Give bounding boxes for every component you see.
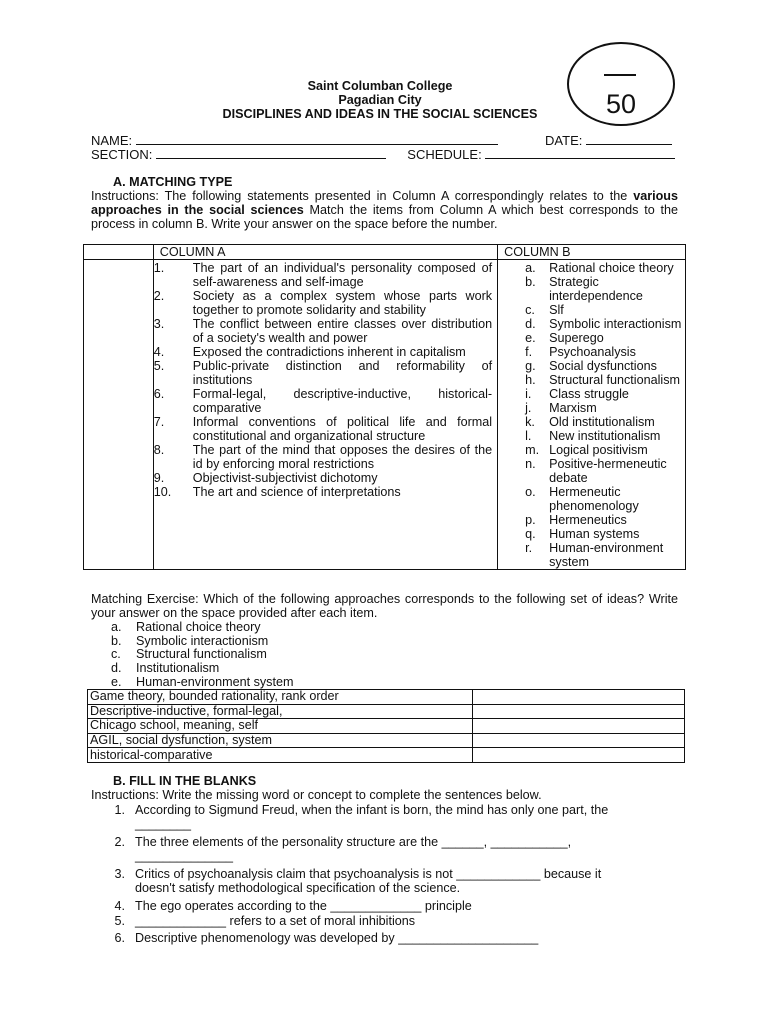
item-number: 1. [153,261,165,275]
table-row [88,704,685,719]
item-letter: c. [525,303,535,317]
item-text: Class struggle [549,387,629,401]
option-letter: d. [111,661,122,676]
item-number: 9. [153,471,165,485]
column-b-item [498,485,685,513]
item-number: 4. [114,899,125,913]
option-letter: a. [111,620,122,634]
fill-blank-item [111,914,671,929]
ideas-cell: Chicago school, meaning, self [88,719,473,734]
item-number: 10. [153,485,172,499]
item-number: 5. [153,359,165,373]
date-label: DATE: [545,133,583,148]
item-text: Structural functionalism [549,373,680,387]
column-b-cell [498,260,686,570]
item-number: 1. [114,803,125,817]
schedule-label: SCHEDULE: [407,147,482,162]
approach-options [111,620,293,688]
item-letter: l. [525,429,532,443]
item-number: 4. [153,345,165,359]
column-a-item [154,471,497,485]
item-letter: g. [525,359,536,373]
item-text [135,914,675,928]
item-text: Public-private distinction and reformability of institutions [192,359,493,387]
ideas-cell: AGIL, social dysfunction, system [88,733,473,748]
name-label: NAME: [91,133,133,148]
column-b-list [498,261,685,569]
item-line-1: _____________ refers to a set of moral inhibitions [135,914,416,928]
column-a-header: COLUMN A [153,245,497,260]
schedule-field[interactable] [485,148,675,159]
column-b-header: COLUMN B [498,245,686,260]
item-text: Slf [549,303,564,317]
column-b-item [498,401,685,415]
column-a-item [154,317,497,345]
item-text: Social dysfunctions [549,359,657,373]
fill-blank-item [111,803,671,833]
fill-blank-item [111,867,671,897]
item-letter: d. [525,317,536,331]
item-number: 8. [153,443,165,457]
item-text: Superego [549,331,604,345]
column-b-item [498,527,685,541]
section-field[interactable] [156,148,386,159]
item-letter: j. [525,401,532,415]
column-b-item [498,429,685,443]
name-field[interactable] [136,134,498,145]
item-number: 2. [114,835,125,849]
item-text: Old institutionalism [549,415,655,429]
column-b-item [498,387,685,401]
item-text: The part of an individual's personality composed of self-awareness and self-image [192,261,493,289]
ideas-cell: Descriptive-inductive, formal-legal, [88,704,473,719]
ideas-cell: historical-comparative [88,748,473,763]
item-line-2: ______________ [135,849,234,863]
column-b-item [498,415,685,429]
item-letter: f. [525,345,533,359]
item-text: Strategic interdependence [549,275,643,303]
item-letter: k. [525,415,535,429]
item-letter: o. [525,485,536,499]
item-number: 7. [153,415,165,429]
column-a-item [154,289,497,317]
score-total: 50 [605,89,637,119]
item-letter: b. [525,275,536,289]
item-text: Logical positivism [549,443,648,457]
item-letter: r. [525,541,533,555]
table-row [88,690,685,705]
item-line-1: Critics of psychoanalysis claim that psychoanalysis is not ____________ because it [135,867,602,881]
date-field[interactable] [586,134,672,145]
column-b-item [498,303,685,317]
item-text: Hermeneutic phenomenology [549,485,639,513]
item-line-1: Descriptive phenomenology was developed by ____________________ [135,931,539,945]
column-a-item [154,345,497,359]
item-text: Symbolic interactionism [549,317,682,331]
table-row [88,733,685,748]
item-text: Society as a complex system whose parts work together to promote solidarity and stability [192,289,493,317]
part-b-instructions: Instructions: Write the missing word or concept to complete the sentences below. [91,788,542,802]
item-text: Rational choice theory [549,261,674,275]
section-label: SECTION: [91,147,153,162]
subject-title: DISCIPLINES AND IDEAS IN THE SOCIAL SCIENCES [222,107,538,121]
option-letter: c. [111,647,121,662]
answer-cell[interactable] [473,719,685,734]
item-text: Marxism [549,401,597,415]
item-text [135,835,675,863]
item-letter: a. [525,261,536,275]
fill-blank-item [111,835,671,865]
matching-table [83,244,686,570]
column-a-item [154,387,497,415]
item-text: The art and science of interpretations [192,485,401,499]
approach-option [111,675,293,689]
option-letter: e. [111,674,122,689]
column-a-item [154,443,497,471]
answer-cell[interactable] [473,704,685,719]
item-text: The part of the mind that opposes the desires of the id by enforcing moral restrictions [192,443,493,471]
fill-blank-item [111,931,671,946]
matching-exercise-instructions: Matching Exercise: Which of the following approaches corresponds to the following set of ideas? Write your answer on the space provided after each item. [91,592,678,620]
item-letter: q. [525,527,536,541]
item-number: 6. [114,931,125,945]
column-a-list [154,261,497,499]
approach-option [111,634,293,648]
section-schedule-row [91,148,691,162]
item-number: 3. [153,317,165,331]
item-number: 2. [153,289,165,303]
column-b-item [498,513,685,527]
item-text: Psychoanalysis [549,345,636,359]
item-line-1: According to Sigmund Freud, when the infant is born, the mind has only one part, the [135,803,609,817]
item-text: Objectivist-subjectivist dichotomy [192,471,378,485]
column-b-item [498,457,685,485]
approach-option [111,620,293,634]
option-text: Symbolic interactionism [136,633,269,648]
item-text: Informal conventions of political life and formal constitutional and organizational structure [192,415,493,443]
item-line-1: The ego operates according to the _____________ principle [135,899,472,913]
column-a-item [154,485,497,499]
item-number: 3. [114,867,125,881]
school-city: Pagadian City [338,93,422,107]
instructions-emphasis: various approaches in the social sciences [91,189,678,217]
option-text: Rational choice theory [136,620,261,634]
name-date-row [91,134,691,148]
column-b-item [498,345,685,359]
column-a-item [154,261,497,289]
fill-blank-item [111,899,671,914]
answer-cell[interactable] [473,690,685,705]
part-a-title: A. MATCHING TYPE [113,175,233,189]
part-b-title: B. FILL IN THE BLANKS [113,774,257,788]
column-b-item [498,373,685,387]
item-letter: m. [525,443,540,457]
item-text: Positive-hermeneutic debate [549,457,667,485]
item-line-2: doesn't satisfy methodological specification of the science. [135,881,461,895]
column-b-item [498,275,685,303]
item-letter: p. [525,513,536,527]
approach-option [111,647,293,661]
item-number: 5. [114,914,125,928]
item-text [135,931,675,945]
item-text: Human-environment system [549,541,664,569]
item-number: 6. [153,387,165,401]
option-text: Institutionalism [136,661,220,676]
column-b-item [498,261,685,275]
answer-column[interactable] [84,260,154,570]
item-text: Human systems [549,527,640,541]
item-text: New institutionalism [549,429,661,443]
item-text [135,803,675,831]
school-name: Saint Columban College [307,79,453,93]
item-text: The conflict between entire classes over distribution of a society's wealth and power [192,317,493,345]
column-b-item [498,331,685,345]
answer-cell[interactable] [473,748,685,763]
item-text: Formal-legal, descriptive-inductive, historical-comparative [192,387,493,415]
item-text: Exposed the contradictions inherent in capitalism [192,345,466,359]
item-line-2: ________ [135,817,192,831]
score-blank[interactable] [604,74,636,76]
table-row [88,748,685,763]
column-b-item [498,541,685,569]
option-text: Human-environment system [136,674,294,689]
ideas-cell: Game theory, bounded rationality, rank order [88,690,473,705]
option-text: Structural functionalism [136,647,267,662]
item-letter: h. [525,373,536,387]
table-row [88,719,685,734]
item-text: Hermeneutics [549,513,627,527]
exercise-table [87,689,685,763]
column-b-item [498,359,685,373]
item-letter: e. [525,331,536,345]
column-b-item [498,317,685,331]
part-a-instructions: Instructions: The following statements presented in Column A correspondingly relates to the various approaches in the social sciences Match the items from Column A which best corresponds to the process in column B. Write your answer on the space before the number. [91,189,678,231]
column-a-cell [153,260,497,570]
column-b-item [498,443,685,457]
item-letter: i. [525,387,532,401]
approach-option [111,661,293,675]
answer-cell[interactable] [473,733,685,748]
item-text [135,867,675,895]
column-a-item [154,415,497,443]
item-letter: n. [525,457,536,471]
item-text [135,899,675,913]
option-letter: b. [111,633,122,648]
answer-column-header [84,245,154,260]
column-a-item [154,359,497,387]
item-line-1: The three elements of the personality structure are the ______, ___________, [135,835,572,849]
